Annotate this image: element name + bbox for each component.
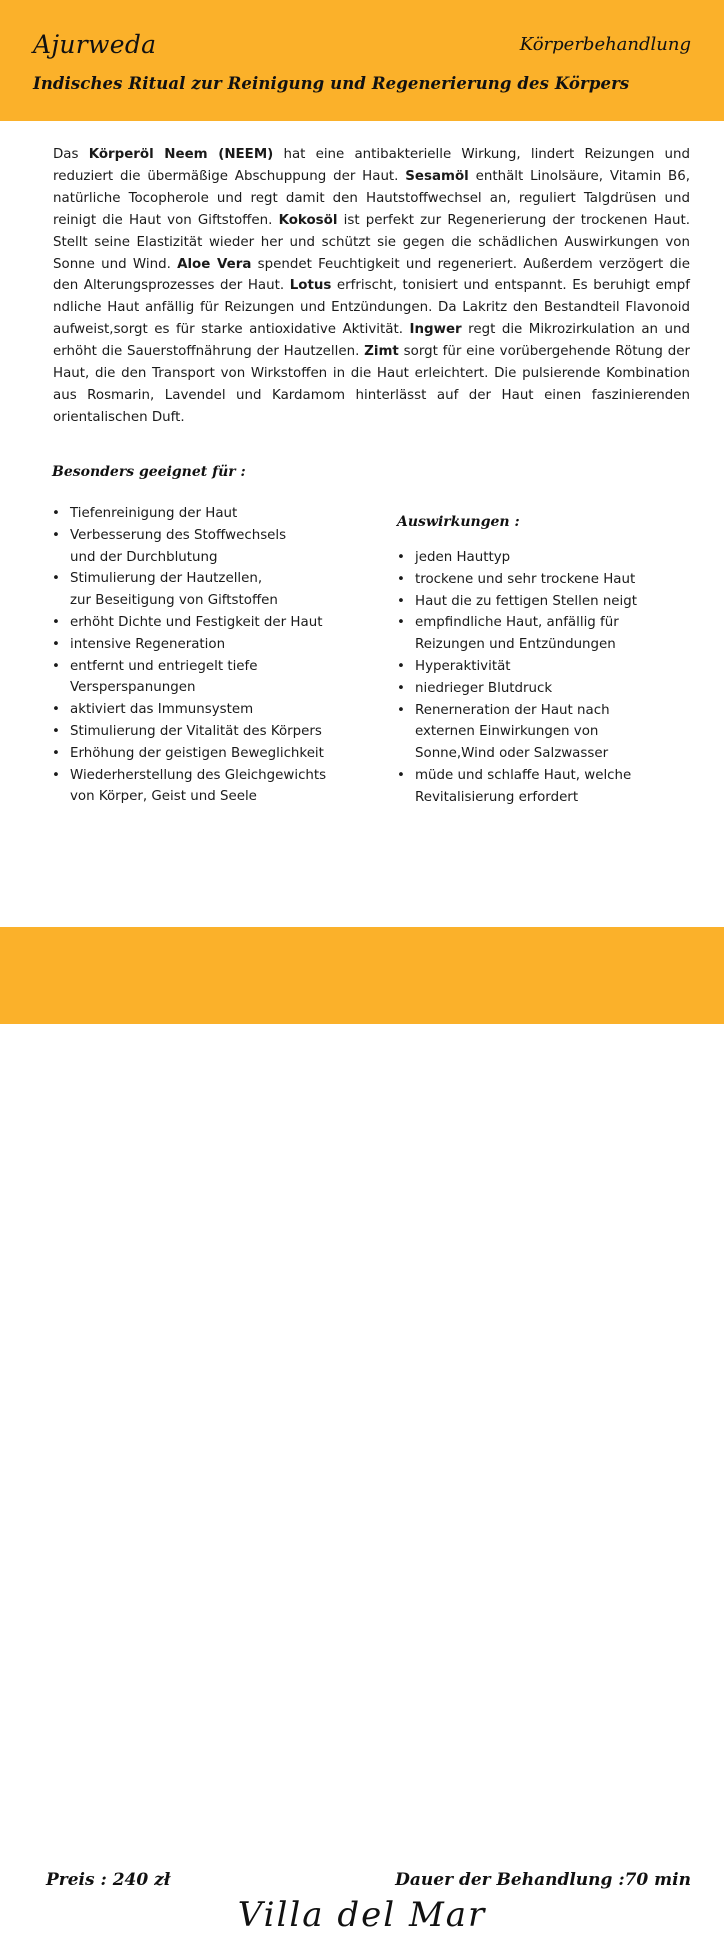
effects-list: [397, 547, 707, 809]
bullet-icon: •: [397, 702, 405, 718]
list-item-text: empfindliche Haut, anfällig für: [415, 615, 619, 631]
ingredient-name: Kokosöl: [278, 212, 338, 228]
treatment-subtitle: Indisches Ritual zur Reinigung und Regenerierung des Körpers: [33, 74, 630, 93]
bullet-icon: •: [397, 680, 405, 696]
ingredient-name: Aloe Vera: [177, 256, 252, 272]
list-item: [397, 547, 707, 569]
bullet-icon: •: [52, 723, 60, 739]
bullet-icon: •: [52, 636, 60, 652]
list-item-text: entfernt und entriegelt tiefe: [70, 658, 258, 674]
list-item: [397, 591, 707, 613]
list-item-text: Verbesserung des Stoffwechsels: [70, 527, 287, 543]
bullet-icon: •: [52, 745, 60, 761]
list-item: [52, 525, 372, 569]
list-item: [52, 699, 372, 721]
effects-heading: Auswirkungen :: [397, 514, 520, 530]
list-item: [397, 656, 707, 678]
bullet-icon: •: [52, 614, 60, 630]
list-item-text: trockene und sehr trockene Haut: [415, 571, 636, 587]
bullet-icon: •: [52, 571, 60, 587]
list-item-text: Tiefenreinigung der Haut: [70, 506, 238, 521]
list-item: [52, 612, 372, 634]
list-item-text: niedrieger Blutdruck: [415, 680, 553, 696]
treatment-description: [53, 144, 690, 429]
list-item: [397, 700, 707, 765]
list-item-text: jeden Hauttyp: [415, 550, 511, 565]
bullet-icon: •: [397, 615, 405, 631]
bullet-icon: •: [397, 658, 405, 674]
list-item-text: Wiederherstellung des Gleichgewichts: [70, 767, 327, 783]
treatment-title: Ajurweda: [33, 30, 157, 59]
list-item-text: Renerneration der Haut nach: [415, 702, 610, 718]
list-item: [52, 743, 372, 765]
list-item: [52, 721, 372, 743]
list-item-text: Versperspanungen: [70, 680, 196, 696]
ingredient-name: Körperöl Neem (NEEM): [88, 147, 274, 162]
list-item: [52, 765, 372, 809]
list-item-text: externen Einwirkungen von: [415, 724, 599, 740]
list-item: [52, 568, 372, 612]
suitable-for-heading: Besonders geeignet für :: [52, 464, 246, 480]
bullet-icon: •: [52, 658, 60, 674]
list-item-text: erhöht Dichte und Festigkeit der Haut: [70, 614, 323, 630]
header-band: [0, 0, 724, 121]
ingredient-name: Sesamöl: [405, 168, 469, 184]
bullet-icon: •: [397, 593, 405, 609]
list-item: [52, 503, 372, 525]
description-text: erfrischt, tonisiert und entspannt. Es beruhigt empf ndliche Haut anfällig für Reizungen und Entzündungen. Da Lakritz den Bestandteil Flavonoid aufweist,sorgt es für starke antioxidative Aktivität.: [53, 278, 690, 338]
price-label: Preis : 240 zł: [46, 1870, 171, 1890]
description-text: regt die Mikrozirkulation an und erhöht die Sauerstoffnährung der Hautzellen.: [53, 322, 691, 360]
description-text: ist perfekt zur Regenerierung der trockenen Haut. Stellt seine Elastizität wieder her und schützt sie gegen die schädlichen Auswirkungen von Sonne und Wind.: [53, 212, 690, 272]
list-item-text: Sonne,Wind oder Salzwasser: [415, 746, 609, 762]
list-item-text: intensive Regeneration: [70, 636, 226, 652]
list-item-text: Reizungen und Entzündungen: [415, 637, 616, 653]
list-item: [397, 765, 707, 809]
description-text: enthält Linolsäure, Vitamin B6, natürliche Tocopherole und regt damit den Hautstoffwechsel an, reguliert Talgdrüsen und reinigt die Haut von Giftstoffen.: [53, 168, 690, 228]
list-item: [397, 678, 707, 700]
bullet-icon: •: [52, 527, 60, 543]
bullet-icon: •: [397, 550, 405, 565]
list-item-text: und der Durchblutung: [70, 549, 218, 565]
suitable-for-list: [52, 503, 372, 808]
list-item-text: Stimulierung der Hautzellen,: [70, 571, 263, 587]
treatment-category: Körperbehandlung: [519, 34, 691, 55]
duration-label: Dauer der Behandlung :70 min: [395, 1870, 691, 1890]
bullet-icon: •: [52, 702, 60, 718]
list-item-text: Haut die zu fettigen Stellen neigt: [415, 593, 638, 609]
description-text: spendet Feuchtigkeit und regeneriert. Außerdem verzögert die den Alterungsprozesses der Haut.: [53, 256, 690, 294]
brand-logo: Villa del Mar: [237, 1895, 487, 1935]
ingredient-name: Lotus: [289, 278, 332, 294]
list-item-text: Erhöhung der geistigen Beweglichkeit: [70, 745, 324, 761]
bullet-icon: •: [397, 767, 405, 783]
ingredient-name: Ingwer: [409, 322, 462, 338]
list-item: [52, 656, 372, 700]
ingredient-name: Zimt: [364, 344, 399, 360]
bullet-icon: •: [52, 767, 60, 783]
list-item-text: aktiviert das Immunsystem: [70, 702, 254, 718]
list-item: [52, 634, 372, 656]
list-item: [397, 569, 707, 591]
footer-band: [0, 927, 724, 1935]
list-item-text: müde und schlaffe Haut, welche: [415, 767, 632, 783]
list-item-text: zur Beseitigung von Giftstoffen: [70, 593, 278, 609]
list-item: [397, 612, 707, 656]
bullet-icon: •: [397, 571, 405, 587]
list-item-text: Stimulierung der Vitalität des Körpers: [70, 723, 322, 739]
list-item-text: von Körper, Geist und Seele: [70, 789, 257, 805]
bullet-icon: •: [52, 506, 60, 521]
description-text: hat eine antibakterielle Wirkung, lindert Reizungen und reduziert die übermäßige Abschuppung der Haut.: [53, 147, 691, 184]
description-text: sorgt für eine vorübergehende Rötung der Haut, die den Transport von Wirkstoffen in die Haut erleichtert. Die pulsierende Kombination aus Rosmarin, Lavendel und Kardamom hinterlässt auf der Haut einen faszinierenden orientalischen Duft.: [53, 344, 690, 425]
list-item-text: Hyperaktivität: [415, 658, 511, 674]
list-item-text: Revitalisierung erfordert: [415, 789, 579, 805]
description-text: Das: [53, 147, 89, 162]
